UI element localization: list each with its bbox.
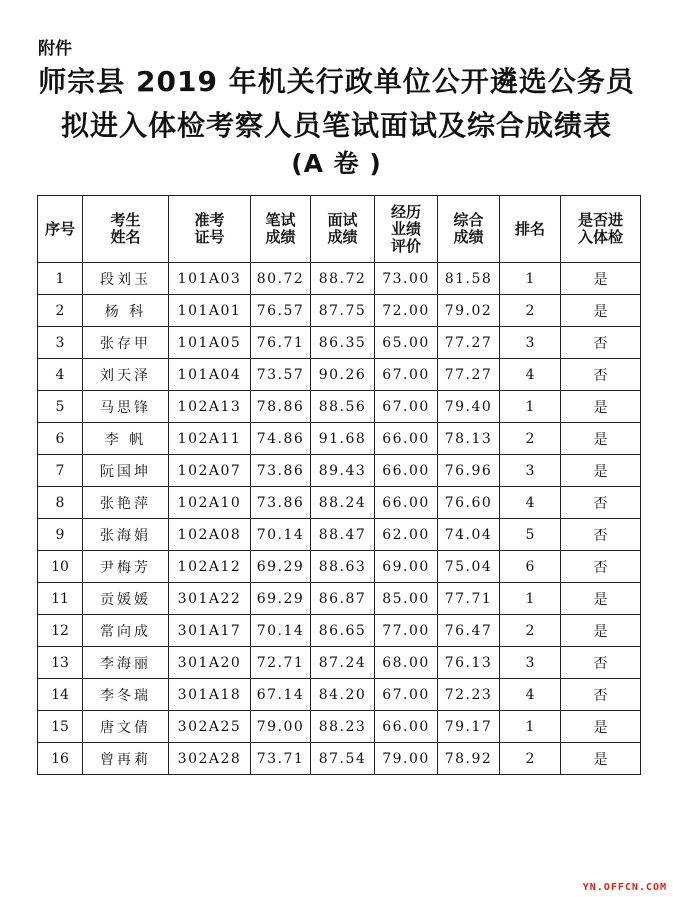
cell-experience-score: 66.00: [375, 423, 438, 455]
header-rank: 排名: [500, 196, 561, 263]
table-row: [38, 263, 641, 295]
cell-rank: 2: [500, 743, 561, 775]
cell-name: 曾再莉: [83, 743, 169, 775]
cell-written-score: 73.57: [251, 359, 311, 391]
cell-composite-score: 76.96: [438, 455, 500, 487]
table-row: [38, 647, 641, 679]
cell-name: 李冬瑞: [83, 679, 169, 711]
cell-composite-score: 79.40: [438, 391, 500, 423]
cell-seq: 11: [38, 583, 83, 615]
cell-rank: 6: [500, 551, 561, 583]
cell-ticket: 101A04: [169, 359, 251, 391]
cell-enter-exam: 否: [561, 647, 641, 679]
table-row: [38, 679, 641, 711]
cell-written-score: 69.29: [251, 551, 311, 583]
table-row: [38, 455, 641, 487]
cell-written-score: 73.71: [251, 743, 311, 775]
document-title-line-1: 师宗县 2019 年机关行政单位公开遴选公务员: [38, 65, 635, 98]
cell-rank: 2: [500, 615, 561, 647]
table-row: [38, 583, 641, 615]
cell-composite-score: 72.23: [438, 679, 500, 711]
cell-seq: 14: [38, 679, 83, 711]
cell-name: 张海娟: [83, 519, 169, 551]
header-enter-exam: 是否进 入体检: [561, 196, 641, 263]
cell-rank: 4: [500, 487, 561, 519]
cell-rank: 1: [500, 711, 561, 743]
cell-interview-score: 88.56: [311, 391, 375, 423]
cell-ticket: 302A25: [169, 711, 251, 743]
cell-enter-exam: 否: [561, 519, 641, 551]
cell-experience-score: 79.00: [375, 743, 438, 775]
cell-seq: 7: [38, 455, 83, 487]
cell-written-score: 70.14: [251, 615, 311, 647]
cell-written-score: 74.86: [251, 423, 311, 455]
cell-written-score: 70.14: [251, 519, 311, 551]
cell-name: 张艳萍: [83, 487, 169, 519]
cell-enter-exam: 是: [561, 615, 641, 647]
cell-rank: 1: [500, 583, 561, 615]
cell-seq: 1: [38, 263, 83, 295]
cell-experience-score: 62.00: [375, 519, 438, 551]
cell-ticket: 301A20: [169, 647, 251, 679]
cell-experience-score: 72.00: [375, 295, 438, 327]
table-header-row: [38, 196, 641, 263]
cell-written-score: 69.29: [251, 583, 311, 615]
cell-composite-score: 78.92: [438, 743, 500, 775]
cell-enter-exam: 是: [561, 295, 641, 327]
header-name: 考生 姓名: [83, 196, 169, 263]
cell-composite-score: 79.02: [438, 295, 500, 327]
cell-written-score: 72.71: [251, 647, 311, 679]
cell-name: 阮国坤: [83, 455, 169, 487]
cell-seq: 4: [38, 359, 83, 391]
cell-experience-score: 66.00: [375, 487, 438, 519]
cell-composite-score: 77.71: [438, 583, 500, 615]
cell-composite-score: 75.04: [438, 551, 500, 583]
cell-seq: 10: [38, 551, 83, 583]
cell-enter-exam: 是: [561, 423, 641, 455]
cell-rank: 1: [500, 391, 561, 423]
cell-interview-score: 88.23: [311, 711, 375, 743]
table-row: [38, 519, 641, 551]
cell-ticket: 301A17: [169, 615, 251, 647]
cell-ticket: 301A22: [169, 583, 251, 615]
cell-enter-exam: 否: [561, 359, 641, 391]
cell-composite-score: 76.13: [438, 647, 500, 679]
cell-experience-score: 67.00: [375, 359, 438, 391]
cell-written-score: 80.72: [251, 263, 311, 295]
cell-composite-score: 78.13: [438, 423, 500, 455]
cell-rank: 3: [500, 327, 561, 359]
cell-ticket: 102A07: [169, 455, 251, 487]
cell-ticket: 102A11: [169, 423, 251, 455]
cell-interview-score: 88.63: [311, 551, 375, 583]
table-row: [38, 615, 641, 647]
cell-enter-exam: 是: [561, 583, 641, 615]
cell-rank: 2: [500, 423, 561, 455]
cell-interview-score: 86.87: [311, 583, 375, 615]
cell-seq: 13: [38, 647, 83, 679]
header-seq: 序号: [38, 196, 83, 263]
cell-name: 李 帆: [83, 423, 169, 455]
cell-written-score: 67.14: [251, 679, 311, 711]
cell-composite-score: 77.27: [438, 359, 500, 391]
cell-interview-score: 91.68: [311, 423, 375, 455]
document-title-line-3: (A 卷 ): [291, 149, 382, 178]
cell-name: 段刘玉: [83, 263, 169, 295]
cell-written-score: 76.71: [251, 327, 311, 359]
cell-experience-score: 73.00: [375, 263, 438, 295]
cell-interview-score: 89.43: [311, 455, 375, 487]
cell-enter-exam: 否: [561, 551, 641, 583]
cell-interview-score: 90.26: [311, 359, 375, 391]
cell-name: 张存甲: [83, 327, 169, 359]
cell-ticket: 101A01: [169, 295, 251, 327]
cell-seq: 9: [38, 519, 83, 551]
cell-composite-score: 76.60: [438, 487, 500, 519]
cell-ticket: 302A28: [169, 743, 251, 775]
cell-interview-score: 86.65: [311, 615, 375, 647]
cell-seq: 8: [38, 487, 83, 519]
header-ticket: 准考 证号: [169, 196, 251, 263]
cell-seq: 15: [38, 711, 83, 743]
cell-ticket: 301A18: [169, 679, 251, 711]
cell-seq: 5: [38, 391, 83, 423]
cell-rank: 5: [500, 519, 561, 551]
cell-ticket: 102A13: [169, 391, 251, 423]
cell-seq: 12: [38, 615, 83, 647]
attachment-label: 附件: [38, 39, 72, 59]
cell-written-score: 79.00: [251, 711, 311, 743]
cell-name: 杨 科: [83, 295, 169, 327]
cell-experience-score: 66.00: [375, 711, 438, 743]
cell-interview-score: 88.47: [311, 519, 375, 551]
cell-name: 刘天泽: [83, 359, 169, 391]
cell-interview-score: 87.24: [311, 647, 375, 679]
cell-interview-score: 87.54: [311, 743, 375, 775]
cell-rank: 3: [500, 455, 561, 487]
table-row: [38, 423, 641, 455]
cell-enter-exam: 否: [561, 679, 641, 711]
cell-seq: 3: [38, 327, 83, 359]
cell-seq: 6: [38, 423, 83, 455]
cell-composite-score: 81.58: [438, 263, 500, 295]
cell-enter-exam: 否: [561, 327, 641, 359]
cell-experience-score: 85.00: [375, 583, 438, 615]
cell-written-score: 73.86: [251, 487, 311, 519]
cell-rank: 1: [500, 263, 561, 295]
cell-name: 马思锋: [83, 391, 169, 423]
cell-composite-score: 76.47: [438, 615, 500, 647]
cell-seq: 16: [38, 743, 83, 775]
cell-rank: 4: [500, 359, 561, 391]
cell-experience-score: 77.00: [375, 615, 438, 647]
cell-composite-score: 74.04: [438, 519, 500, 551]
cell-enter-exam: 是: [561, 391, 641, 423]
cell-written-score: 76.57: [251, 295, 311, 327]
cell-experience-score: 69.00: [375, 551, 438, 583]
cell-enter-exam: 是: [561, 455, 641, 487]
table-body: [38, 263, 641, 775]
table-row: [38, 743, 641, 775]
table-row: [38, 359, 641, 391]
table-row: [38, 295, 641, 327]
cell-composite-score: 77.27: [438, 327, 500, 359]
cell-name: 尹梅芳: [83, 551, 169, 583]
table-row: [38, 551, 641, 583]
cell-name: 贡媛媛: [83, 583, 169, 615]
cell-name: 常向成: [83, 615, 169, 647]
cell-ticket: 101A05: [169, 327, 251, 359]
cell-experience-score: 67.00: [375, 391, 438, 423]
header-written: 笔试 成绩: [251, 196, 311, 263]
cell-written-score: 73.86: [251, 455, 311, 487]
watermark: YN.OFFCN.COM: [582, 882, 667, 893]
cell-interview-score: 88.24: [311, 487, 375, 519]
cell-composite-score: 79.17: [438, 711, 500, 743]
cell-interview-score: 84.20: [311, 679, 375, 711]
cell-enter-exam: 是: [561, 711, 641, 743]
table-row: [38, 487, 641, 519]
cell-name: 李海丽: [83, 647, 169, 679]
document-title-line-2: 拟进入体检考察人员笔试面试及综合成绩表: [60, 109, 612, 142]
cell-experience-score: 65.00: [375, 327, 438, 359]
cell-interview-score: 88.72: [311, 263, 375, 295]
cell-enter-exam: 是: [561, 743, 641, 775]
cell-enter-exam: 否: [561, 487, 641, 519]
cell-enter-exam: 是: [561, 263, 641, 295]
cell-ticket: 102A12: [169, 551, 251, 583]
cell-rank: 2: [500, 295, 561, 327]
cell-ticket: 101A03: [169, 263, 251, 295]
score-table: [37, 195, 641, 775]
cell-name: 唐文倩: [83, 711, 169, 743]
cell-interview-score: 87.75: [311, 295, 375, 327]
table-row: [38, 391, 641, 423]
cell-experience-score: 66.00: [375, 455, 438, 487]
cell-rank: 4: [500, 679, 561, 711]
cell-written-score: 78.86: [251, 391, 311, 423]
cell-experience-score: 67.00: [375, 679, 438, 711]
cell-experience-score: 68.00: [375, 647, 438, 679]
header-experience: 经历 业绩 评价: [375, 196, 438, 263]
header-interview: 面试 成绩: [311, 196, 375, 263]
cell-rank: 3: [500, 647, 561, 679]
cell-seq: 2: [38, 295, 83, 327]
cell-interview-score: 86.35: [311, 327, 375, 359]
cell-ticket: 102A10: [169, 487, 251, 519]
table-row: [38, 711, 641, 743]
table-row: [38, 327, 641, 359]
header-composite: 综合 成绩: [438, 196, 500, 263]
cell-ticket: 102A08: [169, 519, 251, 551]
